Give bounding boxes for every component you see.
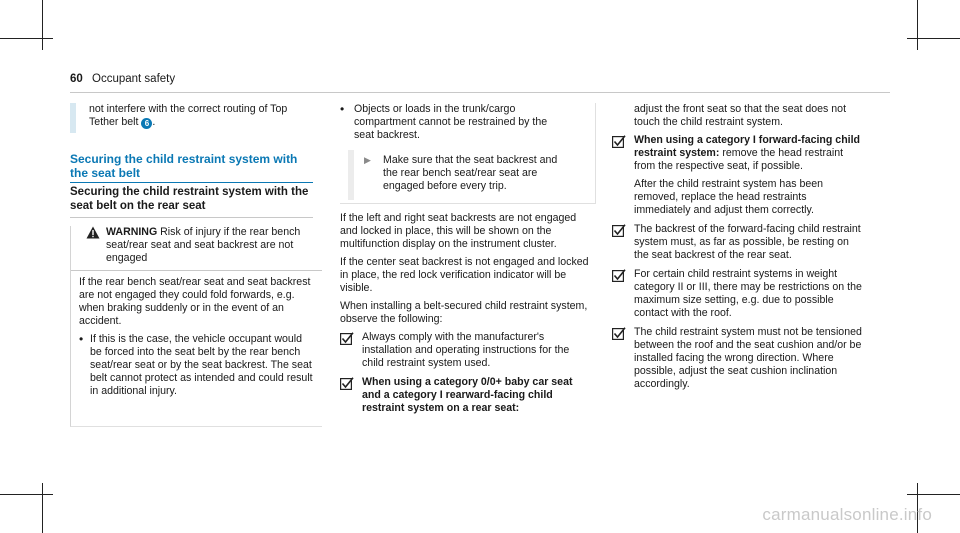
warning-box [70, 226, 322, 427]
subheading-rule [70, 217, 313, 218]
checkbox-icon [612, 268, 634, 320]
note-text: not interfere with the correct routing of Top Tether belt 6 . [89, 103, 288, 128]
paragraph: After the child restraint system has been removed, replace the head restraints immediately and adjust them correctly. [634, 178, 824, 216]
warning-icon [86, 226, 106, 265]
warning-divider [71, 270, 322, 271]
warning-body: If the rear bench seat/rear seat and seat backrest are not engaged they could fold forwards, e.g. when braking suddenly or in the event of an accident. [79, 276, 311, 327]
paragraph: If the center seat backrest is not engaged and locked in place, the red lock verification indicator will be visible. [340, 256, 589, 294]
list-item: • If this is the case, the vehicle occupant would be forced into the seat belt by the rear bench seat/rear seat or by the seat backrest. The seat belt cannot protect as intended and could result in additional injury. [79, 332, 313, 397]
checklist-item: When using a category 0/0+ baby car seat and a category I rearward-facing child restraint system on a rear seat: [340, 376, 590, 415]
step-bar [348, 150, 354, 200]
bullet-icon: • [79, 332, 84, 346]
column-1 [89, 103, 314, 134]
paragraph: adjust the front seat so that the seat does not touch the child restraint system. [634, 103, 847, 128]
checklist-item: When using a category I forward-facing child restraint system: remove the head restraint from the respective seat, if possible. After the child restraint system has been removed, replace the head restraints immediately and adjust them correctly. [612, 134, 862, 217]
column-2-box [340, 103, 596, 204]
checkbox-icon [340, 376, 362, 415]
page-number: 60 [70, 73, 83, 85]
note-bar [70, 103, 76, 133]
paragraph: When installing a belt-secured child restraint system, observe the following: [340, 300, 588, 325]
checkbox-icon [340, 331, 362, 370]
warning-label: WARNING [106, 226, 158, 238]
checkbox-icon [612, 134, 634, 217]
paragraph: If the left and right seat backrests are not engaged and locked in place, this will be shown on the multifunction display on the instrument cluster. [340, 212, 577, 250]
subheading-title: Securing the child restraint system with the seat belt on the rear seat [70, 186, 309, 212]
checkbox-icon [612, 223, 634, 262]
callout-badge: 6 [141, 118, 152, 129]
crop-mark [907, 494, 960, 495]
crop-mark [0, 38, 53, 39]
checklist-item: For certain child restraint systems in weight category II or III, there may be restrictions on the maximum size setting, e.g. due to possible contact with the roof. [612, 268, 862, 320]
checklist-item: The backrest of the forward-facing child restraint system must, as far as possible, be resting on the seat backrest of the rear seat. [612, 223, 862, 262]
checkbox-icon [612, 326, 634, 391]
checklist-item: Always comply with the manufacturer's installation and operating instructions for the child restraint system used. [340, 331, 590, 370]
page-header [70, 73, 175, 86]
watermark: carmanualsonline.info [762, 505, 932, 524]
crop-mark [0, 494, 53, 495]
sub-heading [70, 185, 313, 218]
crop-mark [907, 38, 960, 39]
section-heading [70, 152, 313, 183]
header-rule [70, 92, 890, 93]
crop-mark [917, 0, 918, 50]
heading-rule [70, 182, 313, 183]
crop-mark [42, 0, 43, 50]
bullet-icon: • [340, 102, 345, 116]
list-item: • Objects or loads in the trunk/cargo compartment cannot be restrained by the seat backrest. [340, 102, 548, 141]
section-title: Occupant safety [92, 73, 176, 85]
warning-text: Risk of injury if the rear bench seat/rear seat and seat backrest are not engaged [106, 226, 301, 264]
heading-title: Securing the child restraint system with the seat belt [70, 152, 298, 180]
checklist-item: The child restraint system must not be tensioned between the roof and the seat cushion and/or be installed facing the wrong direction. Where possible, adjust the seat cushion inclination accordingly. [612, 326, 862, 391]
step-item: ▶ Make sure that the seat backrest and the rear bench seat/rear seat are engaged before every trip. [364, 154, 558, 192]
column-3 [612, 103, 862, 397]
arrow-right-icon: ▶ [364, 155, 371, 165]
crop-mark [42, 483, 43, 533]
column-2 [340, 212, 590, 421]
